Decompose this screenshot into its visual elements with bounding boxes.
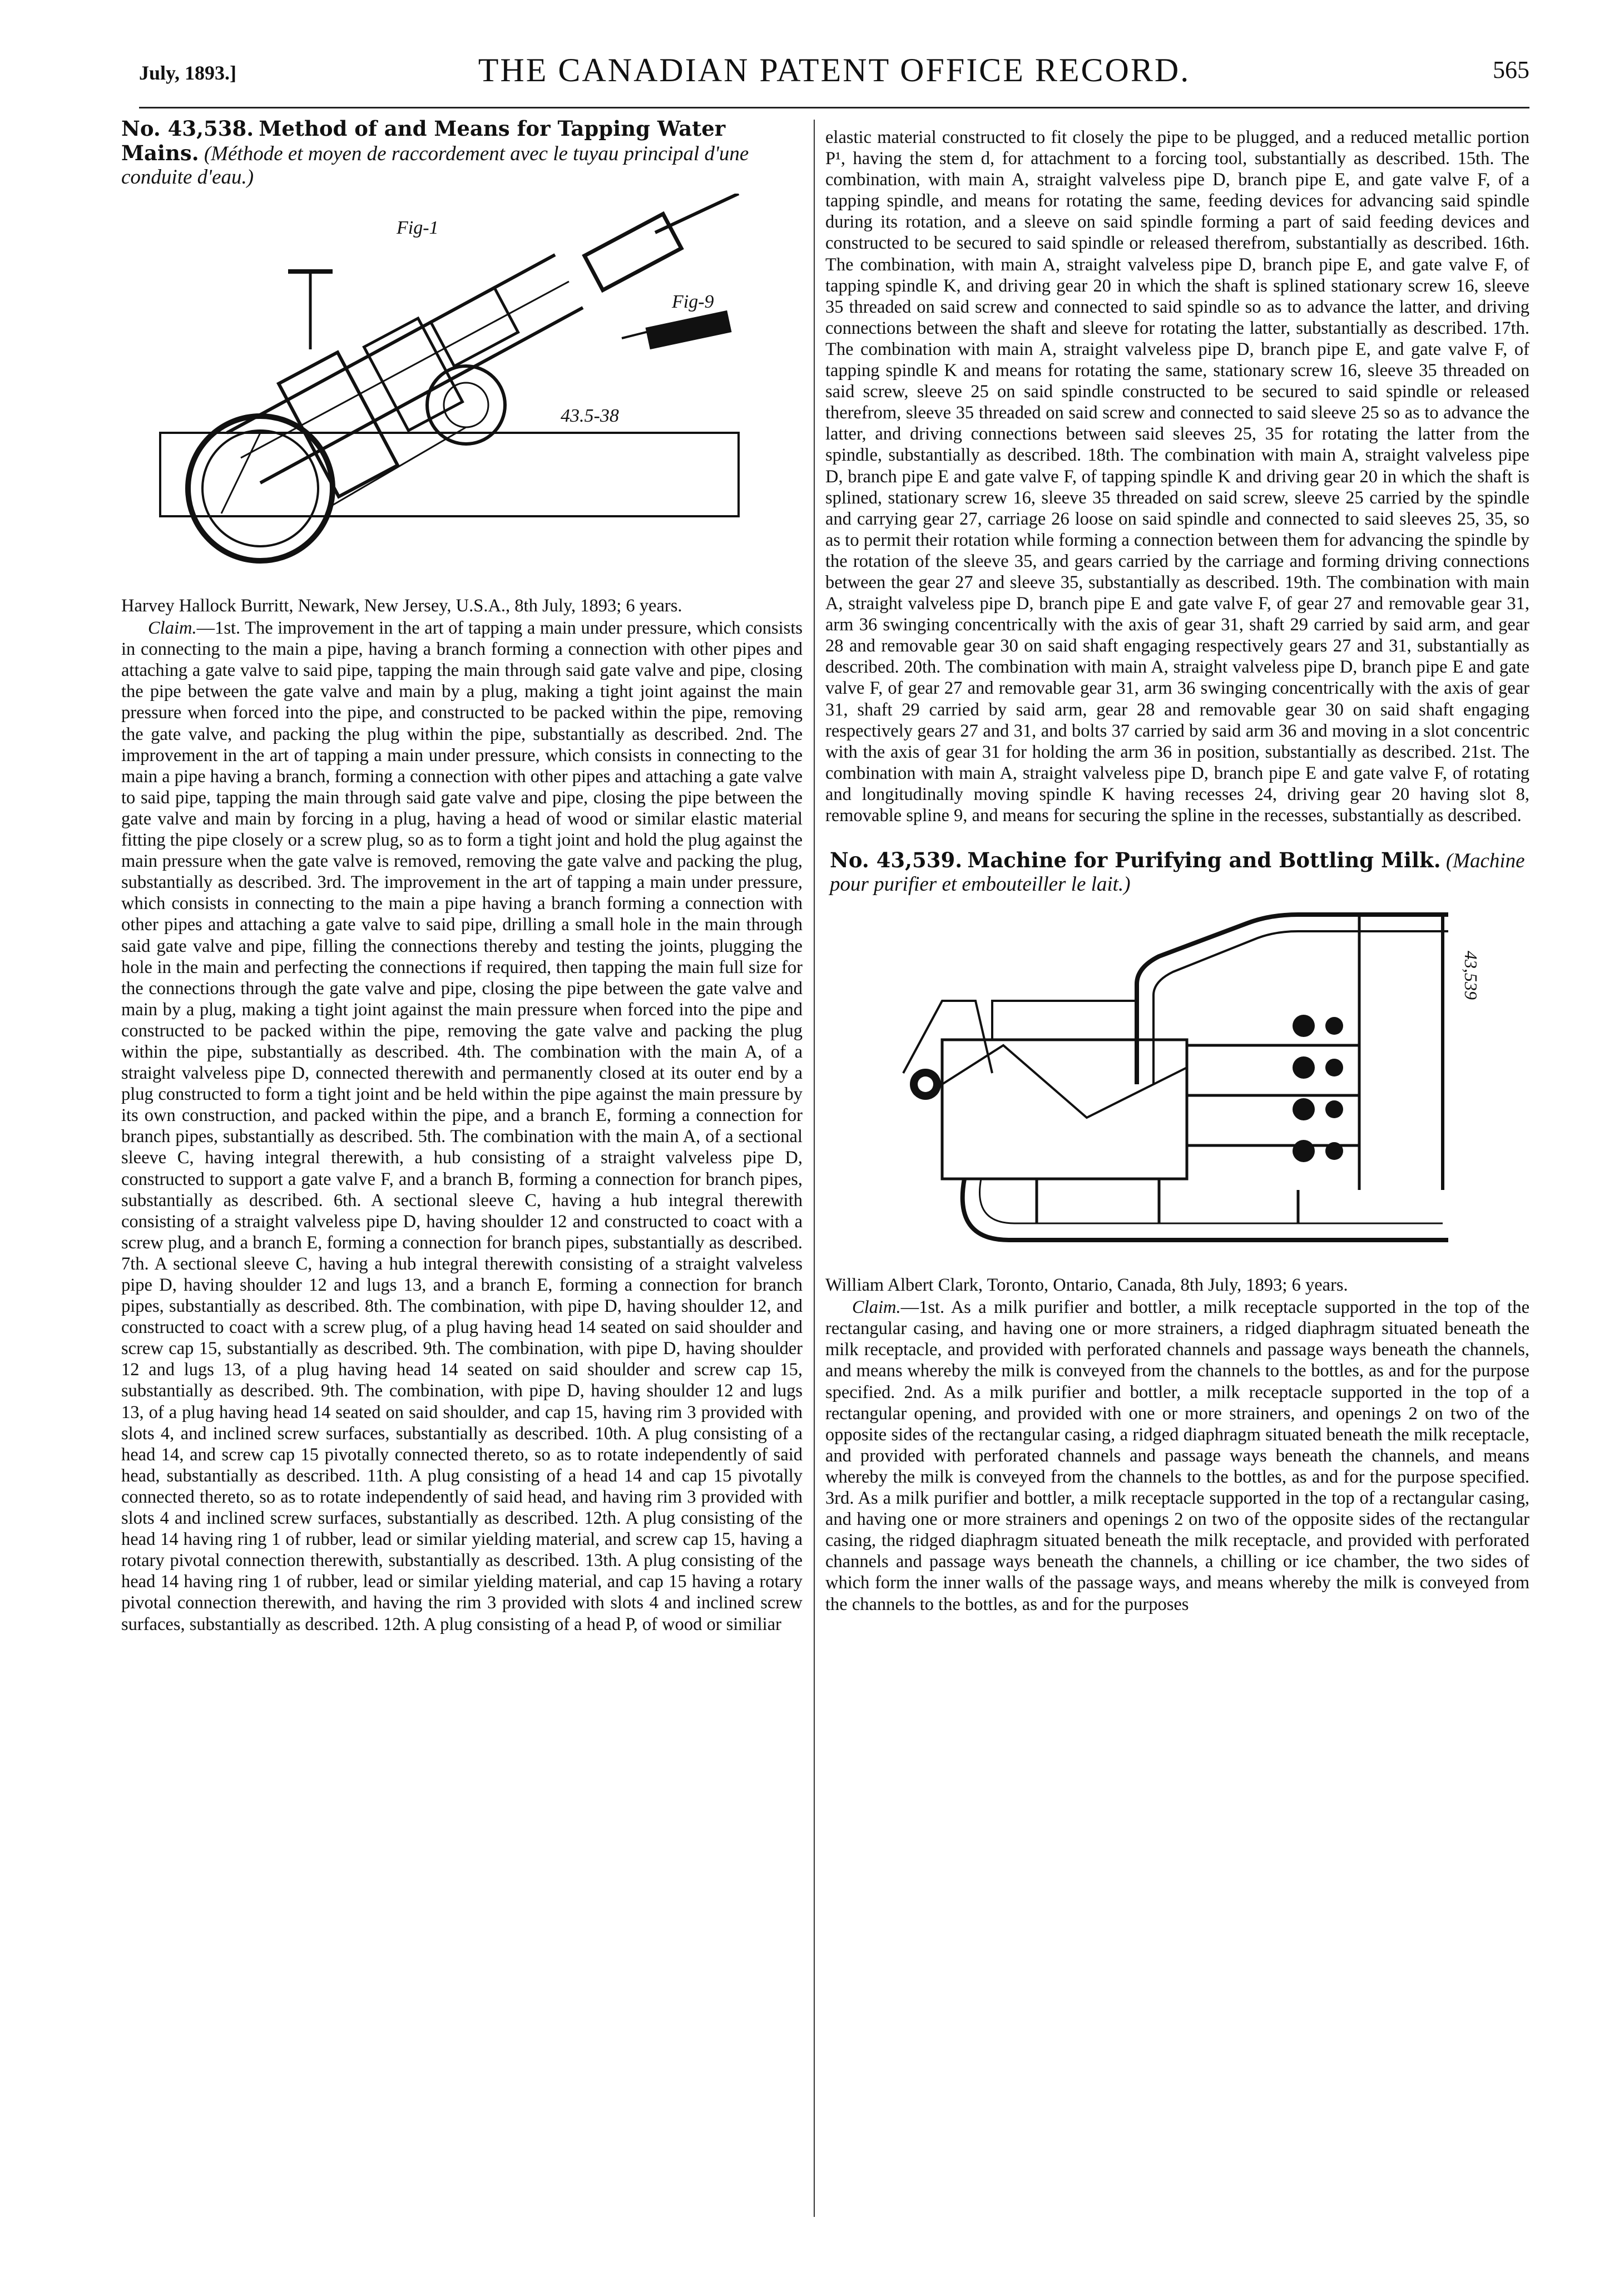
patent-number: No. 43,539. [830, 848, 963, 873]
claim-text: —1st. The improvement in the art of tapping a main under pressure, which consists in connecting to the main a pipe, having a branch forming a connection with other pipes and attaching a gate valve to said pipe, tapping the main through said gate valve and pipe, closing the pipe between the gate valve and main by a plug, making a tight joint against the main pressure when forced into the pipe, and constructed to be packed within the pipe, removing the gate valve, and packing the plug within the pipe, substantially as described. 2nd. The improvement in the art of tapping a main under pressure, which consists in connecting to the main a pipe having a branch, forming a connection with other pipes and attaching a gate valve to said pipe, tapping the main through said gate valve and pipe, closing the pipe between the gate valve and main by forcing in a plug, having a head of wood or similar elastic material fitting the pipe closely or a screw plug, so as to form a tight joint and hold the plug against the main pressure when the gate valve is removed, removing the gate valve and packing the plug, substantially as described. 3rd. The improvement in the art of tapping a main under pressure, which consists in connecting to the main a pipe having a branch forming a connection with other pipes and attaching a gate valve to said pipe, drilling a small hole in the main through said gate valve and pipe, filling the connections thereby and testing the joints, plugging the hole in the main and perfecting the connections if required, then tapping the main full size for the connections through the gate valve and pipe, closing the pipe between the gate valve and main by a plug, making a tight joint against the main pressure when forced into the pipe and constructed to be packed within the pipe, removing the gate valve and packing the plug within the pipe, substantially as described. 4th. The combination with the main A, of a straight valveless pipe D, connected therewith and permanently closed at its outer end by a plug constructed to form a tight joint and be held within the pipe against the main pressure by its own construction, and packed within the pipe, and a branch E, forming a connection for branch pipes, substantially as described. 5th. The combination with the main A, of a sectional sleeve C, having integral therewith, a hub consisting of a straight valveless pipe D, constructed to support a gate valve F, and a branch B, forming a connection for branch pipes, substantially as described. 6th. A sectional sleeve C, having a hub integral therewith consisting of a straight valveless pipe D, having shoulder 12 and constructed to coact with a screw plug, and a branch E, forming a connection for branch pipes, substantially as described. 7th. A sectional sleeve C, having a hub integral therewith consisting of a straight valveless pipe D, having shoulder 12 and lugs 13, and a branch E, forming a connection for branch pipes, substantially as described. 8th. The combination, with pipe D, having shoulder 12, and constructed to coact with a screw plug, of a plug having head 14 seated on said shoulder and screw cap 15, substantially as described. 9th. The combination, with pipe D, having shoulder 12 and lugs 13, of a plug having head 14 seated on said shoulder and screw cap 15, substantially as described. 9th. The combination, with pipe D, having shoulder 12 and lugs 13, of a plug having head 14 seated on said shoulder, and cap 15, having rim 3 provided with slots 4, and inclined screw surfaces, substantially as described. 10th. A plug consisting of a head 14, and screw cap 15 pivotally connected thereto, so as to rotate independently of said head, substantially as described. 11th. A plug consisting of a head 14 and cap 15 pivotally connected thereto, so as to rotate independently of said head, and having rim 3 provided with slots 4 and inclined screw surfaces, substantially as described. 12th. A plug consisting of the head 14 having ring 1 of rubber, lead or similar yielding material, and screw cap 15, having a rotary pivotal connection therewith, substantially as described. 13th. A plug consisting of the head 14 having ring 1 of rubber, lead or similar yielding material, and cap 15 having a rotary pivotal connection therewith, and having the rim 3 provided with slots 4 and inclined screw surfaces, substantially as described. 12th. A plug consisting of a head P, of wood or similiar [121, 618, 803, 1634]
patent-title: Method of and Means for Tapping Water Mains. [121, 116, 726, 165]
right-column [825, 127, 1529, 1615]
publication-title: THE CANADIAN PATENT OFFICE RECORD. [478, 52, 1191, 88]
tapping-main-drawing [121, 194, 803, 589]
inventor-line: William Albert Clark, Toronto, Ontario, Canada, 8th July, 1893; 6 years. [825, 1275, 1348, 1296]
figure-label-number: 43.5-38 [561, 406, 619, 426]
patent-heading-43539 [825, 848, 1529, 896]
inventor-line: Harvey Hallock Burritt, Newark, New Jersey, U.S.A., 8th July, 1893; 6 years. [121, 596, 682, 616]
left-column [121, 117, 803, 1635]
patent-heading-43538 [121, 117, 803, 189]
page-number: 565 [1493, 56, 1529, 83]
header-rule [139, 107, 1529, 108]
page-header [139, 51, 1529, 96]
patent-number: No. 43,538. [121, 116, 254, 141]
figure-label-fig1: Fig-1 [397, 218, 439, 238]
figure-label-number: 43,539 [1461, 951, 1481, 1000]
column-divider [814, 120, 815, 2217]
patent-french-title: (Machine pour purifier et embouteiller le lait.) [830, 849, 1525, 896]
claim-label: Claim. [148, 618, 197, 639]
figure-label-fig9: Fig-9 [672, 292, 714, 312]
claims-continued: elastic material constructed to fit closely the pipe to be plugged, and a reduced metallic portion P¹, having the stem d, for attachment to a forcing tool, substantially as described. 15th. The combination, with main A, straight valveless pipe D, branch pipe E, and gate valve F, of a tapping spindle, and means for rotating the same, feeding devices for advancing said spindle during its rotation, and a sleeve on said spindle forming a part of said feeding devices and constructed to be secured to said spindle or released therefrom, substantially as described. 16th. The combination, with main A, straight valveless pipe D, branch pipe E, and gate valve F, of tapping spindle K, and driving gear 20 in which the shaft is splined stationary screw 16, sleeve 35 threaded on said screw and connected to said spindle so as to advance the latter, and driving connections between the shaft and sleeve for rotating the latter, substantially as described. 17th. The combination with main A, straight valveless pipe D, branch pipe E, and gate valve F, of tapping spindle K and means for rotating the same, stationary screw 16, sleeve 35 threaded on said screw, sleeve 25 on said spindle constructed to be secured to said spindle or released therefrom, sleeve 35 threaded on said screw and connected to said sleeve 25 so as to advance the latter, and driving connections between said sleeves 25, 35 for rotating the latter from the spindle, substantially as described. 18th. The combination with main A, straight valveless pipe D, branch pipe E and gate valve F, of tapping spindle K and driving gear 20 in which the shaft is splined, stationary screw 16, sleeve 35 threaded on said screw, sleeve 25 carried by the spindle and carrying gear 27, carriage 26 loose on said spindle and connected to said sleeves 25, 35, so as to permit their rotation while forming a connection between them for advancing the spindle by the rotation of the sleeve 35, and gears carried by the carriage and forming driving connections between the gear 27 and sleeve 35, substantially as described. 19th. The combination with main A, straight valveless pipe D, branch pipe E and gate valve F, of gear 27 and removable gear 31, arm 36 swinging concentrically with the axis of gear 31, shaft 29 carried by said arm, and gear 28 and removable gear 30 on said shaft engaging respectively gears 27 and 31, substantially as described. 20th. The combination with main A, straight valveless pipe D, branch pipe E and gate valve F, of gear 27 and removable gear 31, arm 36 swinging concentrically with the axis of gear 31, shaft 29 carried by said arm, gear 28 and removable gear 30 on said shaft engaging respectively gears 27 and 31, and bolts 37 carried by said arm 36 and moving in a slot concentric with the axis of gear 31 for holding the arm 36 in position, substantially as described. 21st. The combination with main A, straight valveless pipe D, branch pipe E and gate valve F, of rotating and longitudinally moving spindle K having recesses 24, driving gear 20 having slot 8, removable spline 9, and means for securing the spline in the recesses, substantially as described. [825, 127, 1529, 826]
patent-title: Machine for Purifying and Bottling Milk. [967, 848, 1441, 873]
claims-block [121, 618, 803, 1635]
claim-label: Claim. [852, 1297, 901, 1318]
patent-french-title: (Méthode et moyen de raccordement avec le tuyau principal d'une conduite d'eau.) [121, 142, 749, 189]
issue-date: July, 1893.] [139, 62, 237, 84]
claims-block [825, 1297, 1529, 1614]
claim-text: —1st. As a milk purifier and bottler, a milk receptacle supported in the top of the rectangular casing, and having one or more strainers, a ridged diaphragm situated beneath the milk receptacle, and provided with perforated channels and passage ways beneath the channels, and means whereby the milk is conveyed from the channels to the bottles, as and for the purpose specified. 2nd. As a milk purifier and bottler, a milk receptacle supported in the top of a rectangular opening, and provided with one or more strainers, and openings 2 on two of the opposite sides of the rectangular casing, a ridged diaphragm situated beneath the milk receptacle, and provided with perforated channels and passage ways beneath the channels, and means whereby the milk is conveyed from the channels to the bottles, as and for the purpose specified. 3rd. As a milk purifier and bottler, a milk receptacle supported in the top of a rectangular casing, and having one or more strainers and openings 2 on two of the opposite sides of the rectangular casing, the ridged diaphragm situated beneath the milk receptacle, and provided with perforated channels and passage ways beneath the channels, a chilling or ice chamber, the two sides of which form the inner walls of the passage ways, and means whereby the milk is conveyed from the channels to the bottles, as and for the purposes [825, 1297, 1529, 1614]
milk-bottler-drawing [825, 901, 1529, 1268]
